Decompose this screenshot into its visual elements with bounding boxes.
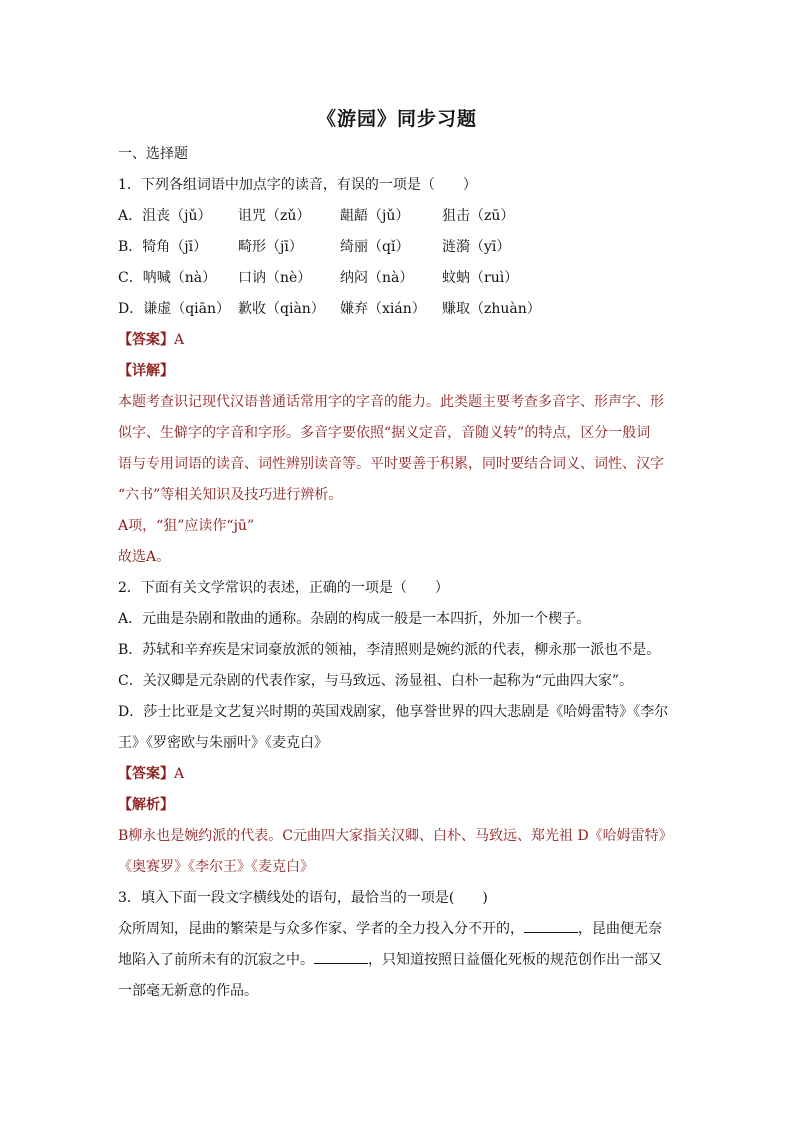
q3-p1a: 众所周知，昆曲的繁荣是与众多作家、学者的全力投入分不开的， [118, 921, 524, 937]
q1-b-word2: 畸形（jī） [238, 239, 303, 255]
q1-detail-tag: 【详解】 [118, 363, 174, 379]
doc-title: 《游园》同步习题 [316, 108, 477, 130]
q1-b-word4: 涟漪（yī） [442, 239, 511, 255]
q2-option-d: D．莎士比亚是文艺复兴时期的英国戏剧家，他享誉世界的四大悲剧是《哈姆雷特》《李尔 [118, 704, 669, 720]
q1-detail-line1: 本题考查识记现代汉语普通话常用字的字音的能力。此类题主要考查多音字、形声字、形 [118, 394, 664, 410]
q1-a-word2: 诅咒（zǔ） [238, 208, 311, 224]
q3-stem: 3．填入下面一段文字横线处的语句，最恰当的一项是( ) [118, 890, 488, 906]
q1-b-word1: B．犄角（jī） [118, 239, 208, 255]
q1-c-word2: 口讷（nè） [238, 270, 312, 286]
q2-analysis-line2: 《奥赛罗》《李尔王》《麦克白》 [118, 859, 314, 875]
q1-option-c [118, 268, 678, 288]
q1-c-word3: 纳闷（nà） [340, 270, 414, 286]
q1-d-word1: D．谦虚（qiān） [118, 301, 231, 317]
q1-d-word3: 嫌弃（xián） [340, 301, 426, 317]
q2-answer-tag: 【答案】 [118, 766, 174, 782]
q1-choose: 故选A。 [118, 549, 171, 565]
q2-analysis-line1: B柳永也是婉约派的代表。C元曲四大家指关汉卿、白朴、马致远、郑光祖 D《哈姆雷特》 [118, 828, 673, 844]
q3-blank-2 [314, 949, 368, 964]
q1-a-word3: 龃龉（jǔ） [340, 208, 410, 224]
q2-option-c: C．关汉卿是元杂剧的代表作家，与马致远、汤显祖、白朴一起称为“元曲四大家”。 [118, 673, 634, 689]
q3-p1b: ，昆曲便无奈 [578, 921, 662, 937]
q3-passage-line1 [118, 914, 678, 945]
q1-detail-line4: “六书”等相关知识及技巧进行辨析。 [118, 487, 343, 503]
q1-item-a: A项，“狙”应读作“jū” [118, 518, 255, 534]
q2-option-a: A．元曲是杂剧和散曲的通称。杂剧的构成一般是一本四折，外加一个楔子。 [118, 611, 591, 627]
q1-option-d [118, 299, 678, 319]
q3-passage-line3: 一部毫无新意的作品。 [118, 983, 258, 999]
q1-answer-tag: 【答案】 [118, 332, 174, 348]
q1-a-word4: 狙击（zū） [442, 208, 515, 224]
q3-blank-1 [524, 918, 578, 933]
q1-c-word4: 蚊蚋（ruì） [442, 270, 519, 286]
q1-b-word3: 绮丽（qǐ） [340, 239, 410, 255]
q1-a-word1: A．沮丧（jǔ） [118, 208, 212, 224]
q2-option-b: B．苏轼和辛弃疾是宋词豪放派的领袖，李清照则是婉约派的代表，柳永那一派也不是。 [118, 642, 661, 658]
q3-p2b: ，只知道按照日益僵化死板的规范创作出一部又 [368, 952, 662, 968]
q2-analysis-tag: 【解析】 [118, 797, 174, 813]
q3-passage-line2 [118, 945, 678, 976]
q3-p2a: 地陷入了前所未有的沉寂之中。 [118, 952, 314, 968]
q1-detail-line2: 似字、生僻字的字音和字形。多音字要依照“据义定音，音随义转”的特点，区分一般词 [118, 425, 651, 441]
q2-answer-value: A [174, 766, 185, 782]
doc-content [118, 144, 678, 1007]
q1-c-word1: C．呐喊（nà） [118, 270, 217, 286]
section-heading: 一、选择题 [118, 146, 188, 162]
q1-answer-value: A [174, 332, 185, 348]
q1-d-word4: 赚取（zhuàn） [442, 301, 541, 317]
q1-stem: 1．下列各组词语中加点字的读音，有误的一项是（ ） [118, 177, 477, 193]
q1-option-a [118, 206, 678, 226]
q1-d-word2: 歉收（qiàn） [238, 301, 325, 317]
q2-stem: 2．下面有关文学常识的表述，正确的一项是（ ） [118, 580, 449, 596]
q2-option-d-cont: 王》《罗密欧与朱丽叶》《麦克白》 [118, 735, 328, 751]
q2-answer [118, 759, 678, 790]
q1-detail-line3: 语与专用词语的读音、词性辨别读音等。平时要善于积累，同时要结合词义、词性、汉字 [118, 456, 664, 472]
q1-option-b [118, 237, 678, 257]
q1-answer [118, 330, 678, 350]
